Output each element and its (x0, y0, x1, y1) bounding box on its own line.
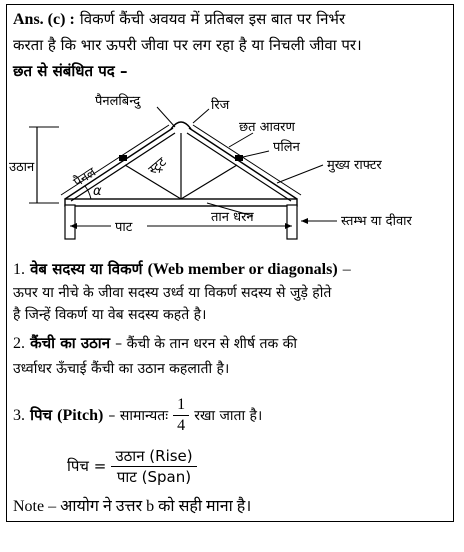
pitch-numerator: 1 (173, 395, 189, 416)
pitch-fraction (173, 395, 189, 436)
pitch-formula (67, 443, 197, 489)
wall-arrow (301, 218, 308, 224)
point-1-text-1: ऊपर या नीचे के जीवा सदस्य उर्ध्व या विकर्ण सदस्य से जुड़े होते (13, 285, 332, 301)
point-2-number: 2. (13, 335, 25, 352)
note-line: Note – आयोग ने उत्तर b को सही माना है। (13, 498, 252, 515)
right-wall (287, 205, 297, 239)
right-roof-cover (193, 125, 301, 195)
left-wall (65, 205, 75, 239)
strut-label: स्ट्रट (145, 154, 170, 179)
point-3-title-en: (Pitch) (57, 407, 104, 424)
span-label: पाट (115, 220, 133, 235)
roof-cover-leader (229, 133, 253, 147)
roof-cover-label: छत आवरण (239, 120, 295, 135)
point-3-title: पिच (30, 406, 53, 424)
right-strut (181, 165, 237, 199)
point-1-line-1 (13, 259, 351, 280)
formula-lhs: पिच = (67, 457, 107, 475)
formula-numerator: उठान (Rise) (111, 446, 196, 467)
answer-text-2: करता है कि भार ऊपरी जीवा पर लग रहा है या निचली जीवा पर। (13, 36, 362, 54)
answer-text-1: विकर्ण कैंची अवयव में प्रतिबल इस बात पर निर्भर (79, 10, 346, 28)
point-1-title: वेब सदस्य या विकर्ण (30, 260, 143, 278)
alpha-label: α (93, 184, 102, 199)
purlin-label: पलिन (273, 140, 300, 155)
purlin-leader (243, 151, 269, 157)
tie-beam-label: तान धरन (211, 210, 254, 225)
formula-fraction (111, 446, 196, 487)
left-purlin (119, 155, 127, 161)
point-3-text: – सामान्यतः (108, 408, 169, 424)
point-3-number: 3. (13, 407, 25, 424)
point-3-suffix: रखा जाता है। (194, 408, 263, 424)
point-2-text-1: – कैंची के तान धरन से शीर्ष तक की (115, 336, 298, 352)
section-heading: छत से संबंधित पद – (13, 62, 128, 80)
answer-line-1 (13, 9, 345, 30)
panel-point-label: पैनलबिन्दु (95, 94, 141, 109)
main-rafter-label: मुख्य राफ्टर (327, 158, 382, 173)
rise-label: उठान (9, 160, 35, 175)
ridge-label: रिज (211, 98, 230, 113)
roof-truss-diagram (7, 93, 453, 243)
point-2-text-2: उर्ध्वाधर ऊँचाई कैंची का उठान कहलाती है। (13, 361, 230, 377)
tie-beam (65, 199, 297, 206)
point-1-title-en: (Web member or diagonals) (147, 261, 338, 278)
point-1-dash: – (342, 261, 351, 278)
pitch-denominator: 4 (177, 417, 186, 434)
column-wall-label: स्तम्भ या दीवार (341, 214, 412, 229)
panel-point-leader (157, 107, 175, 127)
ridge-leader (193, 109, 209, 123)
point-2-line-1 (13, 333, 297, 354)
point-1-text-2: है जिन्हें विकर्ण या वेब सदस्य कहते है। (13, 307, 207, 323)
right-purlin (235, 155, 243, 161)
formula-denominator: पाट (Span) (116, 468, 192, 486)
main-rafter-leader (277, 165, 323, 183)
answer-label: Ans. (c) : (13, 11, 75, 28)
panel-label: पैनल (71, 165, 99, 191)
point-2-title: कैंची का उठान (30, 334, 111, 352)
point-3-line (13, 393, 262, 438)
answer-card (6, 4, 454, 522)
point-1-number: 1. (13, 261, 25, 278)
